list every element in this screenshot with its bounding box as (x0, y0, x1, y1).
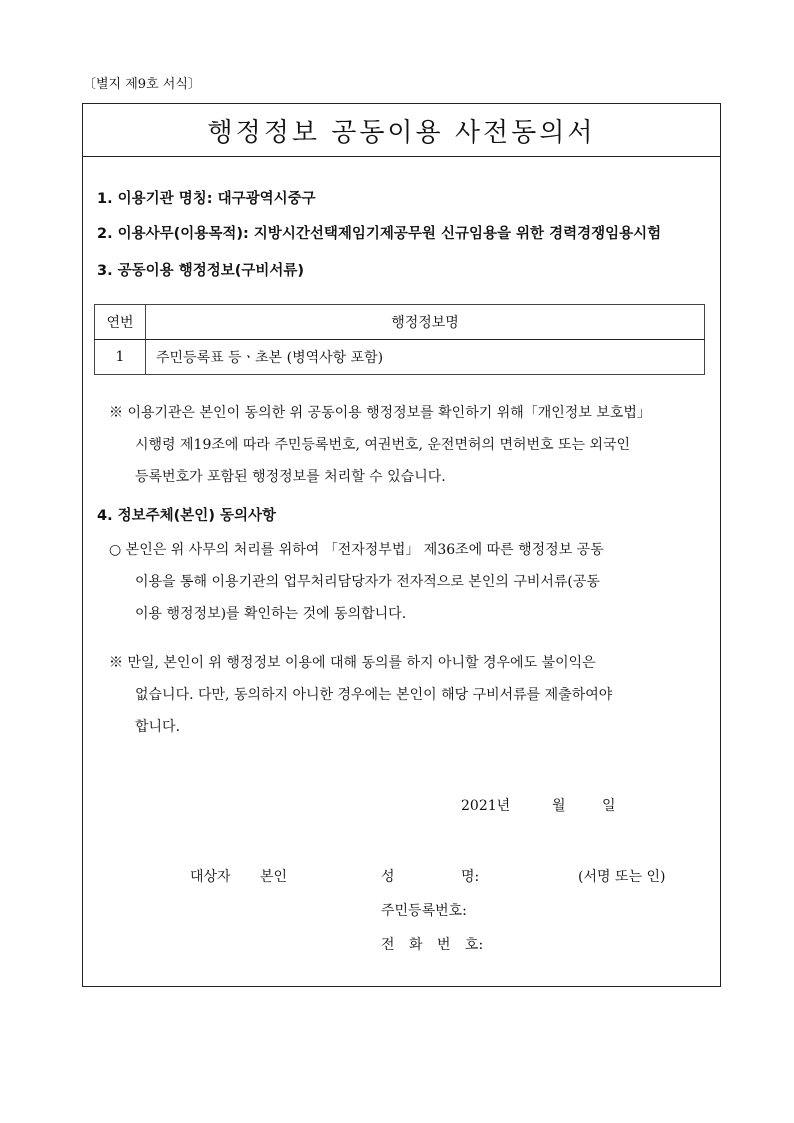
note-refusal (109, 647, 612, 743)
note-line: 이용기관은 본인이 동의한 위 공동이용 행정정보를 확인하기 위해「개인정보 보호법」 (127, 405, 651, 421)
note-personal-info (109, 397, 651, 493)
shared-info-table (94, 304, 705, 375)
table-row (95, 340, 705, 375)
name-field-label: 성 명: (381, 869, 480, 885)
resident-number-label: 주민등록번호: (381, 903, 467, 919)
consent-form-frame (82, 103, 721, 987)
note-line: 만일, 본인이 위 행정정보 이용에 대해 동의를 하지 아니할 경우에도 불이익은 (127, 655, 596, 671)
note-marker: ※ (109, 655, 123, 671)
date-month: 월 (552, 798, 566, 814)
form-number-label: 〔별지 제9호 서식〕 (83, 77, 201, 92)
section-consent: 4. 정보주체(본인) 동의사항 (97, 508, 277, 524)
phone-number-label: 전 화 번 호: (381, 937, 484, 953)
subject-label: 대상자 (190, 869, 231, 885)
date-year: 2021년 (461, 798, 511, 814)
note-marker: ※ (109, 405, 123, 421)
row-number: 1 (95, 340, 146, 375)
note-line: 합니다. (135, 719, 181, 735)
self-label: 본인 (260, 869, 288, 885)
note-line: 없습니다. 다만, 동의하지 아니한 경우에는 본인이 해당 구비서류를 제출하여야 (135, 687, 613, 703)
note-line: 시행령 제19조에 따라 주민등록번호, 여권번호, 운전면허의 면허번호 또는 외국인 (135, 437, 631, 453)
row-info-name: 주민등록표 등ㆍ초본 (병역사항 포함) (146, 340, 705, 375)
note-line: 등록번호가 포함된 행정정보를 처리할 수 있습니다. (135, 469, 446, 485)
consent-line: 이용을 통해 이용기관의 업무처리담당자가 전자적으로 본인의 구비서류(공동 (135, 574, 600, 590)
section-shared-info: 3. 공동이용 행정정보(구비서류) (97, 263, 305, 279)
sign-or-seal-hint: (서명 또는 인) (578, 869, 666, 885)
form-title: 행정정보 공동이용 사전동의서 (83, 104, 720, 157)
table-header-row (95, 305, 705, 340)
date-day: 일 (602, 798, 616, 814)
section-agency-name: 1. 이용기관 명칭: 대구광역시중구 (97, 191, 316, 207)
consent-line: 이용 행정정보)를 확인하는 것에 동의합니다. (135, 606, 407, 622)
section-purpose: 2. 이용사무(이용목적): 지방시간선택제임기제공무원 신규임용을 위한 경력경쟁임용시험 (97, 226, 662, 242)
circle-marker: ○ (109, 542, 122, 558)
consent-line: 본인은 위 사무의 처리를 위하여 「전자정부법」 제36조에 따른 행정정보 공동 (125, 542, 604, 558)
header-info-name: 행정정보명 (146, 305, 705, 340)
header-number: 연번 (95, 305, 146, 340)
consent-statement (109, 534, 604, 630)
